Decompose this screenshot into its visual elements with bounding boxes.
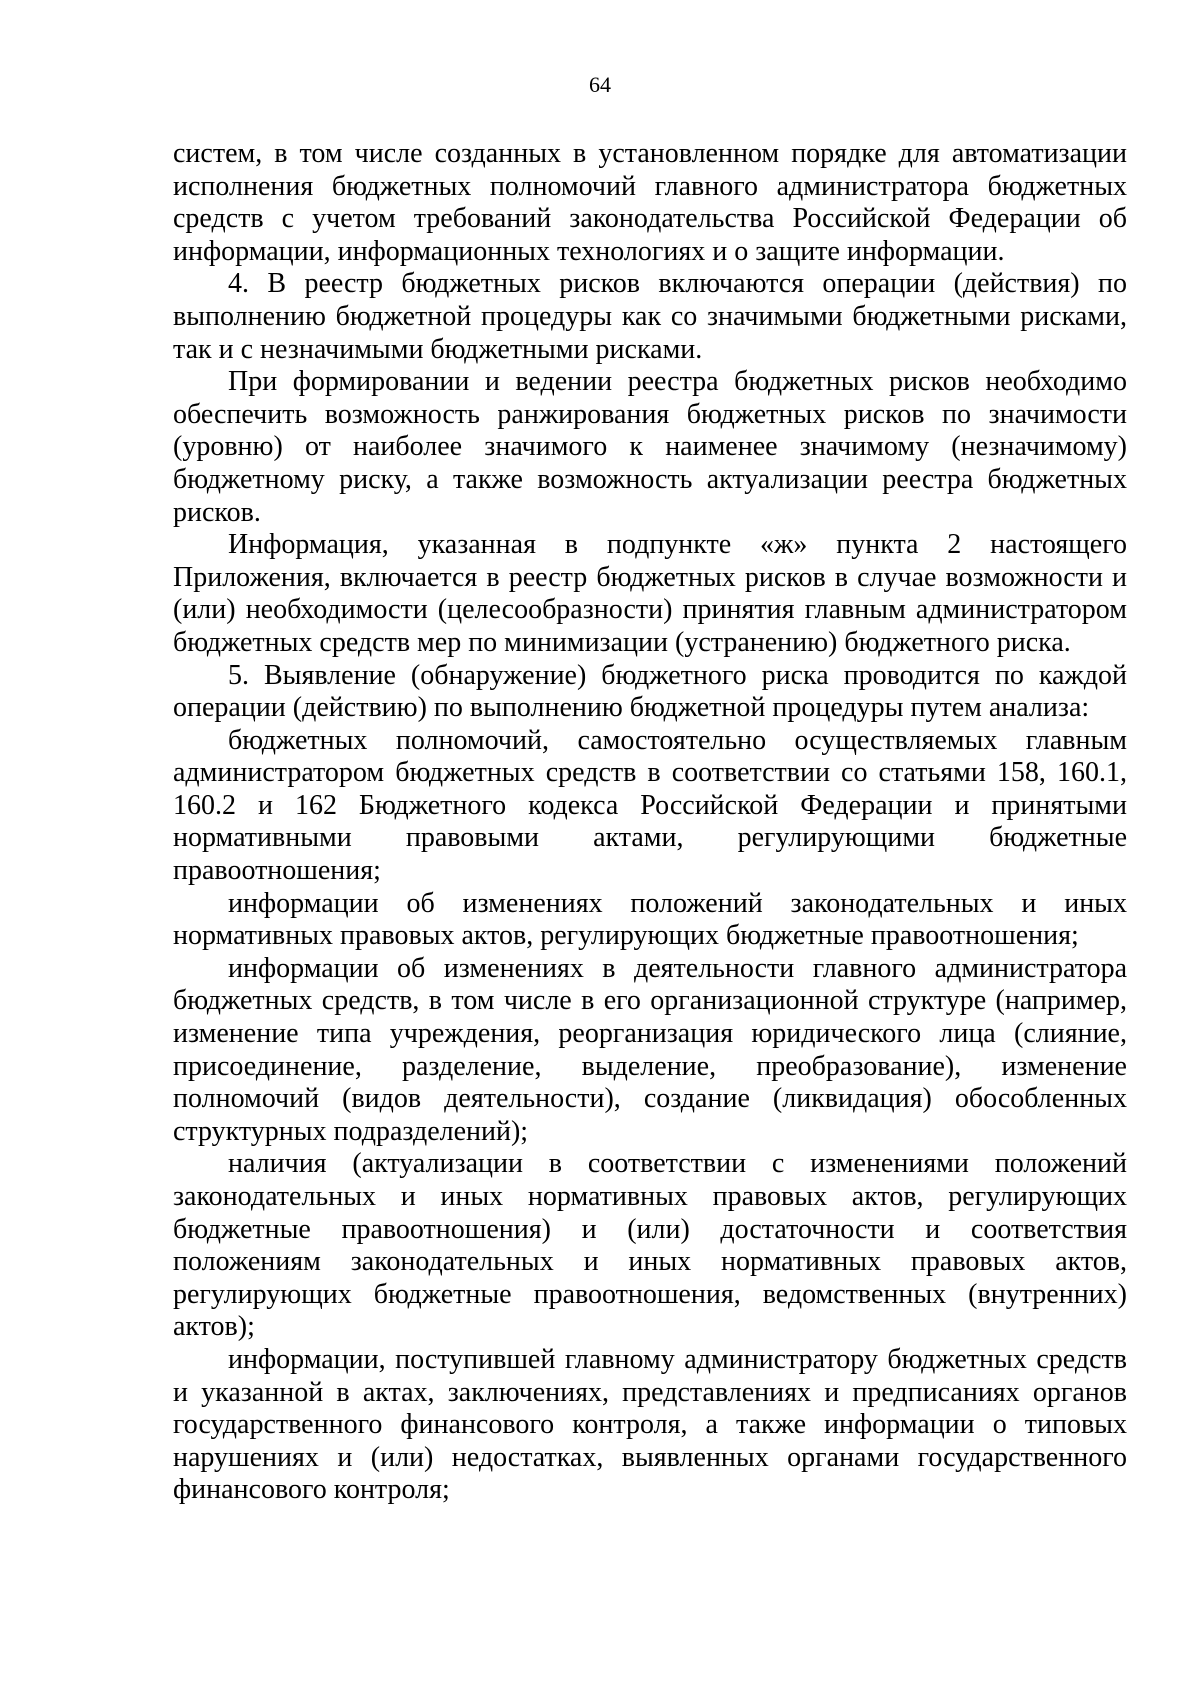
paragraph-item-4: 4. В реестр бюджетных рисков включаются операции (действия) по выполнению бюджетной процедуры как со значимыми бюджетными рисками, так и с незначимыми бюджетными рисками. <box>173 268 1127 365</box>
page-number: 64 <box>589 72 611 97</box>
paragraph-risk-register-ranking: При формировании и ведении реестра бюджетных рисков необходимо обеспечить возможность ранжирования бюджетных рисков по значимости (уровню) от наиболее значимого к наименее значимому (незначимому) бюджетному риску, а также возможность актуализации реестра бюджетных рисков. <box>173 366 1127 528</box>
paragraph-item-5: 5. Выявление (обнаружение) бюджетного риска проводится по каждой операции (действию) по выполнению бюджетной процедуры путем анализа: <box>173 659 1127 724</box>
document-body <box>173 138 1127 1507</box>
list-item-budget-powers: бюджетных полномочий, самостоятельно осуществляемых главным администратором бюджетных средств в соответствии со статьями 158, 160.1, 160.2 и 162 Бюджетного кодекса Российской Федерации и принятыми нормативными правовыми актами, регулирующими бюджетные правоотношения; <box>173 724 1127 887</box>
paragraph-subitem-zh-info: Информация, указанная в подпункте «ж» пункта 2 настоящего Приложения, включается в реестр бюджетных рисков в случае возможности и (или) необходимости (целесообразности) принятия главным администратором бюджетных средств мер по минимизации (устранению) бюджетного риска. <box>173 529 1127 658</box>
list-item-internal-acts: наличия (актуализации в соответствии с изменениями положений законодательных и иных нормативных правовых актов, регулирующих бюджетные правоотношения) и (или) достаточности и соответствия положениям законодательных и иных нормативных правовых актов, регулирующих бюджетные правоотношения, ведомственных (внутренних) актов); <box>173 1148 1127 1343</box>
list-item-control-findings: информации, поступившей главному администратору бюджетных средств и указанной в актах, заключениях, представлениях и предписаниях органов государственного финансового контроля, а также информации о типовых нарушениях и (или) недостатках, выявленных органами государственного финансового контроля; <box>173 1343 1127 1506</box>
list-item-activity-changes: информации об изменениях в деятельности главного администратора бюджетных средств, в том числе в его организационной структуре (например, изменение типа учреждения, реорганизация юридического лица (слияние, присоединение, разделение, выделение, преобразование), изменение полномочий (видов деятельности), создание (ликвидация) обособленных структурных подразделений); <box>173 952 1127 1147</box>
list-item-law-changes: информации об изменениях положений законодательных и иных нормативных правовых актов, регулирующих бюджетные правоотношения; <box>173 887 1127 952</box>
paragraph-continuation: систем, в том числе созданных в установленном порядке для автоматизации исполнения бюджетных полномочий главного администратора бюджетных средств с учетом требований законодательства Российской Федерации об информации, информационных технологиях и о защите информации. <box>173 138 1127 267</box>
